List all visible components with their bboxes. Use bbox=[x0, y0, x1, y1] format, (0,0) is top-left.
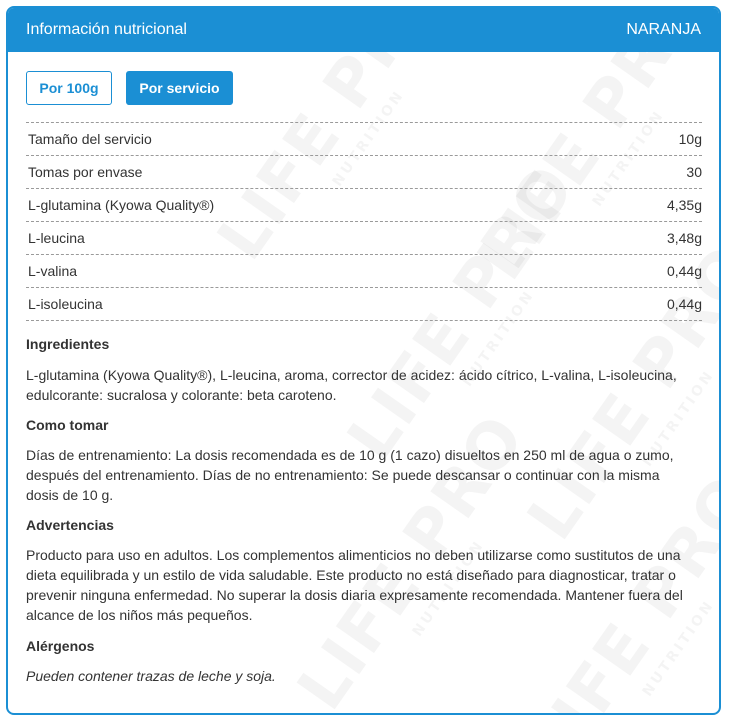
header-title: Información nutricional bbox=[26, 21, 187, 38]
ingredients-text: L-glutamina (Kyowa Quality®), L-leucina, aroma, corrector de acidez: ácido cítrico, L-valina, L-isoleucina, edulcorante: sucralosa y colorante: beta caroteno. bbox=[26, 367, 677, 403]
row-label: Tamaño del servicio bbox=[28, 131, 152, 147]
row-label: Tomas por envase bbox=[28, 164, 143, 180]
how-to-take-text: Días de entrenamiento: La dosis recomendada es de 10 g (1 cazo) disueltos en 250 ml de agua o zumo, después del entrenamiento. Días de no entrenamiento: Se puede descansar o continuar con la misma dosis de 10 g. bbox=[26, 447, 674, 503]
row-value: 10g bbox=[678, 131, 702, 147]
row-value: 3,48g bbox=[666, 230, 702, 246]
card-header bbox=[8, 8, 719, 52]
how-to-take-heading: Como tomar bbox=[26, 417, 109, 433]
row-value: 0,44g bbox=[666, 263, 702, 279]
allergens-section bbox=[26, 638, 686, 686]
row-value: 0,44g bbox=[666, 296, 702, 312]
row-label: L-leucina bbox=[28, 230, 85, 246]
row-label: L-isoleucina bbox=[28, 296, 103, 312]
allergens-text: Pueden contener trazas de leche y soja. bbox=[26, 668, 276, 684]
how-to-take-section bbox=[26, 417, 686, 505]
table-row bbox=[26, 156, 702, 189]
nutrition-table bbox=[26, 122, 702, 321]
table-row bbox=[26, 255, 702, 288]
nutrition-card bbox=[6, 6, 721, 715]
ingredients-heading: Ingredientes bbox=[26, 336, 110, 352]
row-value: 30 bbox=[686, 164, 702, 180]
table-row bbox=[26, 288, 702, 321]
row-label: L-glutamina (Kyowa Quality®) bbox=[28, 197, 215, 213]
table-row bbox=[26, 189, 702, 222]
warnings-heading: Advertencias bbox=[26, 517, 114, 533]
table-row bbox=[26, 123, 702, 156]
ingredients-section bbox=[26, 336, 686, 405]
row-label: L-valina bbox=[28, 263, 78, 279]
warnings-section bbox=[26, 517, 686, 625]
allergens-heading: Alérgenos bbox=[26, 638, 95, 654]
flavor-label: NARANJA bbox=[626, 21, 701, 38]
row-value: 4,35g bbox=[666, 197, 702, 213]
tab-per-serving[interactable]: Por servicio bbox=[126, 71, 233, 105]
table-row bbox=[26, 222, 702, 255]
warnings-text: Producto para uso en adultos. Los complementos alimenticios no deben utilizarse como sustitutos de una dieta equilibrada y un estilo de vida saludable. Este producto no está diseñado para diagnosticar, tratar o prevenir ninguna enfermedad. No superar la dosis diaria expresamente recomendada. Mantener fuera del alcance de los niños más pequeños. bbox=[26, 547, 683, 623]
tab-per-100g[interactable]: Por 100g bbox=[26, 71, 112, 105]
